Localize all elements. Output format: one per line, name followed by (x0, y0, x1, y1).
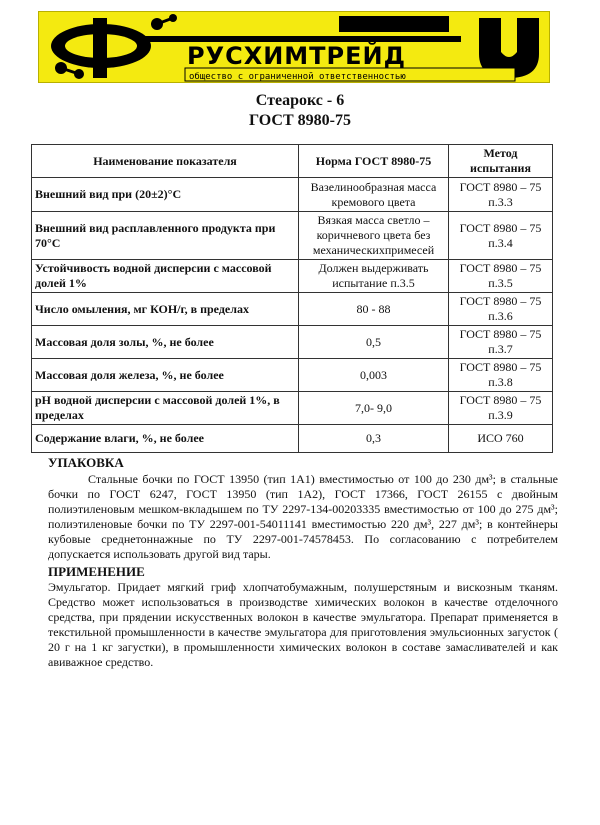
table-row (32, 359, 553, 392)
application-title: ПРИМЕНЕНИЕ (48, 564, 145, 579)
row-name: Массовая доля золы, %, не более (32, 326, 299, 359)
header-method: Метод испытания (449, 145, 553, 178)
header-norm: Норма ГОСТ 8980-75 (299, 145, 449, 178)
row-norm: 80 - 88 (299, 293, 449, 326)
company-subtitle: общество с ограниченной ответственностью (189, 72, 406, 82)
standard-title: ГОСТ 8980-75 (249, 112, 351, 129)
table-header-row (32, 145, 553, 178)
table-row (32, 392, 553, 425)
company-name: РУСХИМТРЕЙД (187, 42, 406, 70)
row-norm: 0,5 (299, 326, 449, 359)
packaging-text (48, 472, 558, 562)
packaging-title: УПАКОВКА (48, 455, 124, 470)
row-norm: Вазелинообразная масса кремового цвета (299, 178, 449, 212)
row-method: ГОСТ 8980 – 75 п.3.6 (449, 293, 553, 326)
table-row (32, 178, 553, 212)
row-method: ГОСТ 8980 – 75 п.3.9 (449, 392, 553, 425)
row-method: ГОСТ 8980 – 75 п.3.3 (449, 178, 553, 212)
row-name: рН водной дисперсии с массовой долей 1%, в пределах (32, 392, 299, 425)
table-row (32, 212, 553, 260)
row-name: Число омыления, мг КОН/г, в пределах (32, 293, 299, 326)
row-method: ГОСТ 8980 – 75 п.3.5 (449, 260, 553, 293)
table-row (32, 326, 553, 359)
application-body: Эмульгатор. Придает мягкий гриф хлопчатобумажным, полушерстяным и вискозным тканям. Средство может использоваться в производстве химических волокон в качестве отделочного средства, при прядении искусственных волокон в качестве эмульгатора. Препарат применяется в текстильной промышленности в качестве эмульгатора для приготовления эмульсионных загусток ( 20 г на 1 кг загустки), в промышленности химических волокон в составе замасливателей и как авиважное средство. (48, 580, 558, 669)
packaging-body: Стальные бочки по ГОСТ 13950 (тип 1А1) вместимостью от 100 до 230 дм³; в стальные бочки по ГОСТ 6247, ГОСТ 13950 (тип 1А2), ГОСТ 17366, ГОСТ 26155 с двойным полиэтиленовым мешком-вкладышем по ТУ 2297-134-00203335 вместимостью от 100 до 275 дм³; полиэтиленовые бочки по ТУ 2297-001-54011141 вместимостью 220 дм³, 227 дм³; в контейнеры кубовые среднетоннажные по ТУ 2297-001-74578453. По согласованию с потребителем допускается использовать другой вид тары. (48, 472, 558, 561)
row-name: Массовая доля железа, %, не более (32, 359, 299, 392)
table-row (32, 425, 553, 453)
row-name: Содержание влаги, %, не более (32, 425, 299, 453)
row-norm: Вязкая масса светло – коричневого цвета без механическихпримесей (299, 212, 449, 260)
row-norm: 7,0- 9,0 (299, 392, 449, 425)
row-norm: 0,003 (299, 359, 449, 392)
row-method: ГОСТ 8980 – 75 п.3.8 (449, 359, 553, 392)
table-row (32, 293, 553, 326)
application-text (48, 580, 558, 670)
row-name: Устойчивость водной дисперсии с массовой долей 1% (32, 260, 299, 293)
row-method: ГОСТ 8980 – 75 п.3.4 (449, 212, 553, 260)
row-name: Внешний вид расплавленного продукта при 70°С (32, 212, 299, 260)
row-method: ИСО 760 (449, 425, 553, 453)
specification-table (31, 144, 553, 453)
row-norm: 0,3 (299, 425, 449, 453)
row-norm: Должен выдерживать испытание п.3.5 (299, 260, 449, 293)
company-logo-banner (38, 11, 550, 83)
row-name: Внешний вид при (20±2)°С (32, 178, 299, 212)
row-method: ГОСТ 8980 – 75 п.3.7 (449, 326, 553, 359)
product-title: Стеарокс - 6 (255, 92, 345, 109)
header-name: Наименование показателя (32, 145, 299, 178)
table-row (32, 260, 553, 293)
